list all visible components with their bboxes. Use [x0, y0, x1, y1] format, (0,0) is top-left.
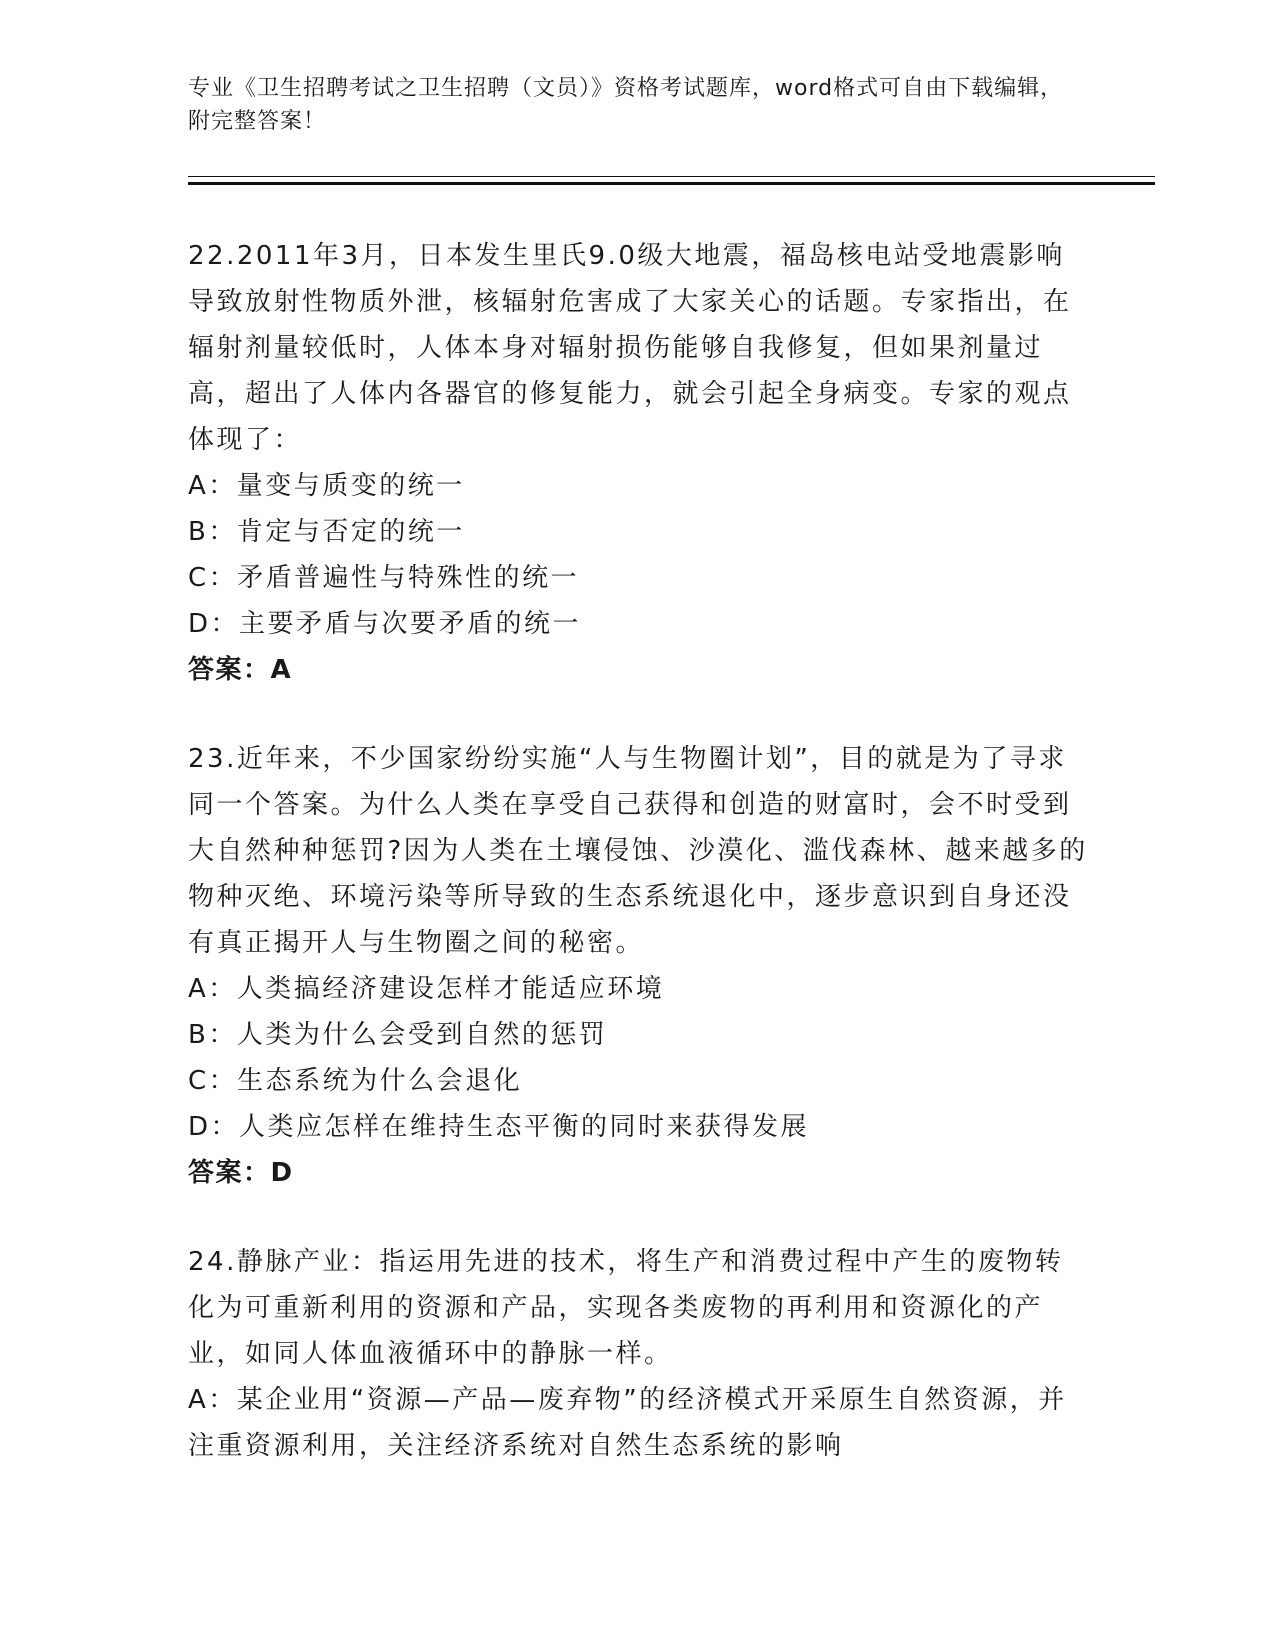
question-stem: 24.静脉产业：指运用先进的技术，将生产和消费过程中产生的废物转化为可重新利用的资源和产品，实现各类废物的再利用和资源化的产业，如同人体血液循环中的静脉一样。	[188, 1247, 1064, 1369]
question-stem: 23.近年来，不少国家纷纷实施“人与生物圈计划”，目的就是为了寻求同一个答案。为什么人类在享受自己获得和创造的财富时，会不时受到大自然种种惩罚?因为人类在土壤侵蚀、沙漠化、滥伐森林、越来越多的物种灭绝、环境污染等所导致的生态系统退化中，逐步意识到自身还没有真正揭开人与生物圈之间的秘密。	[188, 744, 1088, 958]
option-d: D：人类应怎样在维持生态平衡的同时来获得发展	[188, 1112, 810, 1142]
option-list	[188, 463, 1088, 647]
option-d: D：主要矛盾与次要矛盾的统一	[188, 609, 582, 639]
question-23	[188, 736, 1088, 1196]
question-stem: 22.2011年3月，日本发生里氏9.0级大地震，福岛核电站受地震影响导致放射性物质外泄，核辐射危害成了大家关心的话题。专家指出，在辐射剂量较低时，人体本身对辐射损伤能够自我修复，但如果剂量过高，超出了人体内各器官的修复能力，就会引起全身病变。专家的观点体现了：	[188, 241, 1072, 455]
option-a: A：人类搞经济建设怎样才能适应环境	[188, 974, 665, 1004]
header-divider-thick	[188, 182, 1155, 185]
option-a: A：量变与质变的统一	[188, 471, 465, 501]
option-list	[188, 1377, 1088, 1469]
question-22	[188, 233, 1088, 693]
question-24	[188, 1239, 1088, 1469]
option-a: A：某企业用“资源—产品—废弃物”的经济模式开采原生自然资源，并注重资源利用，关注经济系统对自然生态系统的影响	[188, 1385, 1067, 1461]
option-b: B：人类为什么会受到自然的惩罚	[188, 1020, 608, 1050]
option-c: C：矛盾普遍性与特殊性的统一	[188, 563, 580, 593]
answer-line: 答案：D	[188, 1158, 294, 1188]
option-b: B：肯定与否定的统一	[188, 517, 465, 547]
option-list	[188, 966, 1088, 1150]
document-header: 专业《卫生招聘考试之卫生招聘（文员）》资格考试题库，word格式可自由下载编辑，附完整答案！	[188, 76, 1064, 134]
question-list	[188, 233, 1088, 1512]
option-c: C：生态系统为什么会退化	[188, 1066, 523, 1096]
header-divider-thin	[188, 176, 1155, 177]
answer-line: 答案：A	[188, 655, 293, 685]
